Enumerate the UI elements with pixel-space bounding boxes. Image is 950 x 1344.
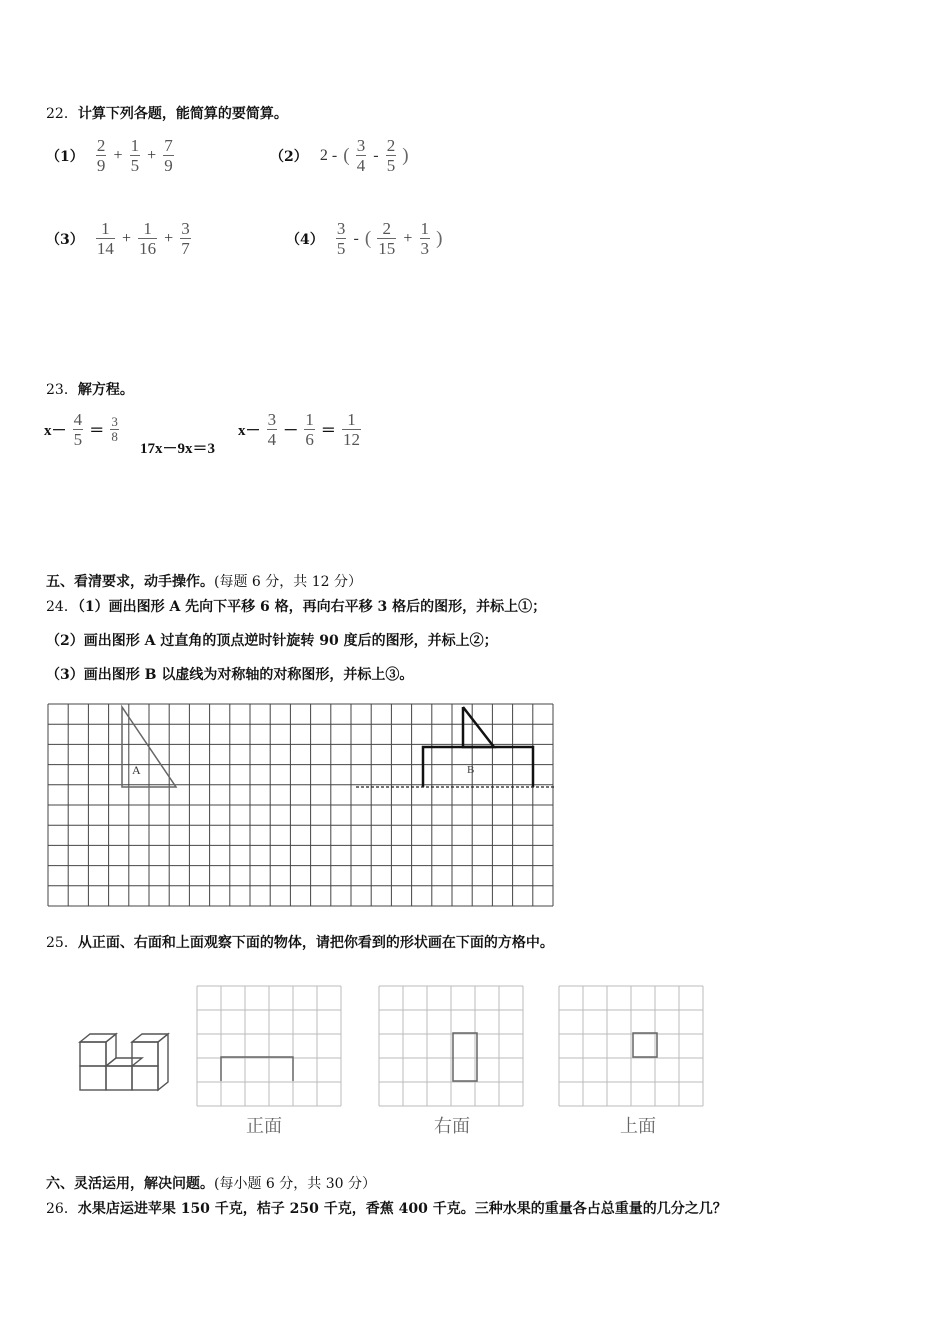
shape-b-triangle <box>463 707 494 747</box>
q22-heading <box>46 103 288 123</box>
fraction: $\frac{1}{6}$ <box>305 410 314 449</box>
q23-equation-2: 17x－9x＝3 <box>140 441 216 457</box>
q22-number: 22． <box>46 106 78 122</box>
fraction: $\frac{2}{15}$ <box>378 219 396 258</box>
square-grid <box>48 704 553 906</box>
fraction: $\frac{3}{8}$ <box>111 414 118 444</box>
fraction: $\frac{1}{16}$ <box>139 219 157 258</box>
operator: + <box>113 146 123 164</box>
q22-item-1 <box>46 136 175 175</box>
section-points: (每题 6 分，共 12 分） <box>214 574 362 590</box>
section-points: (每小题 6 分，共 30 分） <box>214 1176 376 1192</box>
view-grid <box>197 986 341 1106</box>
operator: - <box>373 146 379 164</box>
top-view-grid <box>558 985 708 1109</box>
operator: + <box>121 229 131 247</box>
q23-equation-3 <box>238 410 362 449</box>
q24-text-1: （1）画出图形 A 先向下平移 6 格，再向右平移 3 格后的图形，并标上①； <box>77 599 547 615</box>
q24-grid-figure <box>46 702 558 916</box>
operator: + <box>403 229 413 247</box>
paren: ( <box>343 144 350 166</box>
fraction: $\frac{3}{4}$ <box>356 136 366 175</box>
view-grid <box>379 986 523 1106</box>
top-view-label: 上面 <box>620 1116 656 1137</box>
fraction: $\frac{1}{5}$ <box>130 136 140 175</box>
fraction: $\frac{3}{4}$ <box>267 410 277 449</box>
fraction: $\frac{4}{5}$ <box>73 410 83 449</box>
q24-line-2: （2）画出图形 A 过直角的顶点逆时针旋转 90 度后的图形，并标上②； <box>46 633 498 649</box>
q22-text: 计算下列各题，能简算的要简算。 <box>77 106 288 122</box>
q25-heading <box>46 932 554 952</box>
section-title: 六、灵活运用，解决问题。 <box>46 1176 214 1192</box>
q26-number: 26． <box>46 1201 78 1217</box>
shape-b-label: B <box>467 764 475 776</box>
q23-text: 解方程。 <box>77 382 134 398</box>
item-label: （3） <box>46 231 84 248</box>
q24-line-1 <box>46 596 546 616</box>
q22-item-2 <box>270 136 409 175</box>
right-view-label: 右面 <box>434 1116 470 1137</box>
front-view-grid <box>196 985 346 1109</box>
operator: － <box>283 423 299 439</box>
item-label: （1） <box>46 148 84 165</box>
q25-number: 25． <box>46 935 78 951</box>
equation-part: x－ <box>44 423 67 439</box>
operator: - <box>353 229 359 247</box>
section-6-title <box>46 1173 376 1193</box>
fraction: $\frac{2}{9}$ <box>96 136 106 175</box>
equals-sign: ＝ <box>89 423 105 439</box>
paren: ) <box>402 144 409 166</box>
q26-heading <box>46 1198 727 1218</box>
q23-heading <box>46 379 134 399</box>
q23-number: 23． <box>46 382 78 398</box>
cube-object <box>76 1028 174 1094</box>
section-5-title <box>46 571 362 591</box>
front-view-shape <box>221 1057 293 1081</box>
q24-number: 24． <box>46 599 78 615</box>
item-label: （4） <box>286 231 324 248</box>
shape-b <box>423 747 533 787</box>
q25-text: 从正面、右面和上面观察下面的物体，请把你看到的形状画在下面的方格中。 <box>77 935 554 951</box>
operator: + <box>147 146 157 164</box>
q24-line-3: （3）画出图形 B 以虚线为对称轴的对称图形，并标上③。 <box>46 667 414 683</box>
operator: + <box>164 229 174 247</box>
fraction: $\frac{2}{5}$ <box>386 136 396 175</box>
q22-item-3 <box>46 219 192 258</box>
right-view-grid <box>378 985 528 1109</box>
fraction: $\frac{7}{9}$ <box>164 136 173 175</box>
front-view-label: 正面 <box>246 1116 282 1137</box>
top-view-shape <box>633 1033 657 1057</box>
right-view-shape <box>453 1033 477 1081</box>
view-grid <box>559 986 703 1106</box>
fraction: $\frac{3}{5}$ <box>336 219 346 258</box>
equals-sign: ＝ <box>320 423 336 439</box>
fraction: $\frac{3}{7}$ <box>181 219 190 258</box>
q22-item-4 <box>286 219 442 258</box>
paren: ) <box>436 227 443 249</box>
fraction: $\frac{1}{12}$ <box>343 410 361 449</box>
operator: 2 - <box>319 146 338 164</box>
q23-equation-1 <box>44 410 120 449</box>
q26-text: 水果店运进苹果 150 千克，桔子 250 千克，香蕉 400 千克。三种水果的重量各占总重量的几分之几？ <box>77 1201 727 1217</box>
equation-part: x－ <box>238 423 261 439</box>
fraction: $\frac{1}{3}$ <box>420 219 429 258</box>
section-title: 五、看清要求，动手操作。 <box>46 574 214 590</box>
shape-a-label: A <box>132 763 141 777</box>
fraction: $\frac{1}{14}$ <box>96 219 114 258</box>
paren: ( <box>364 227 372 249</box>
item-label: （2） <box>270 148 308 165</box>
